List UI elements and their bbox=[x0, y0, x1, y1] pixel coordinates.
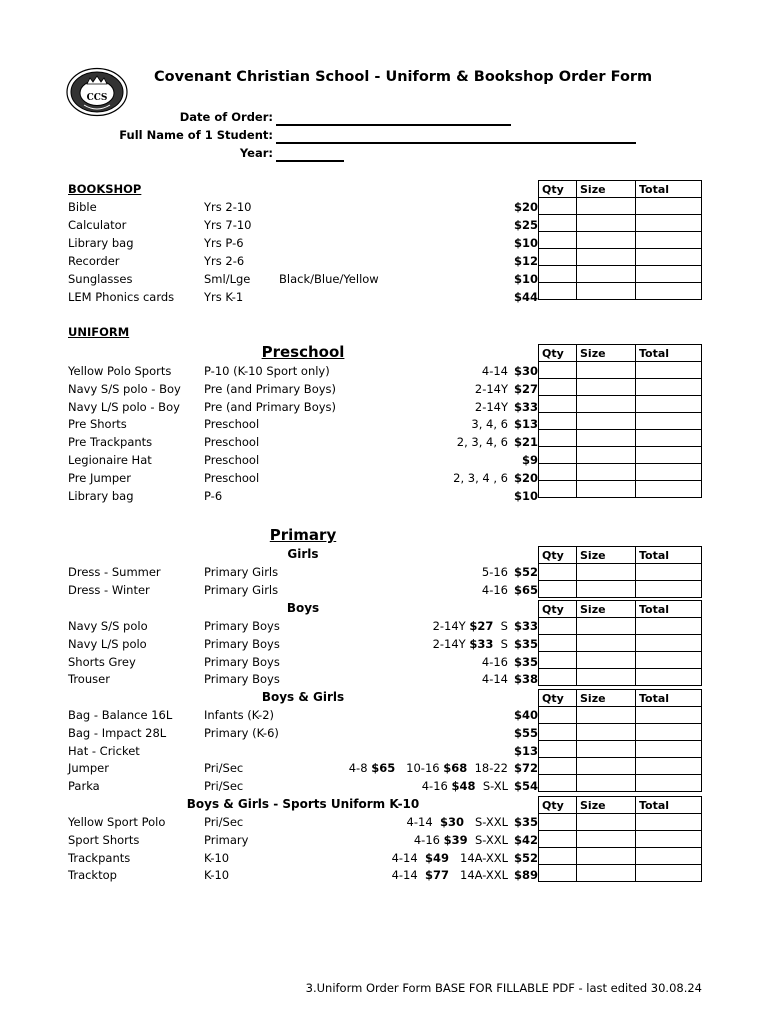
order-grid-row bbox=[539, 669, 702, 686]
column-header-size: Size bbox=[577, 345, 636, 362]
item-name: Navy S/S polo bbox=[68, 619, 148, 633]
qty-input[interactable] bbox=[539, 430, 577, 447]
item-years: Pri/Sec bbox=[204, 779, 244, 794]
item-years: Primary Girls bbox=[204, 565, 279, 579]
order-grid-row bbox=[539, 865, 702, 882]
item-price: $35 bbox=[513, 636, 538, 651]
item-price: $25 bbox=[513, 218, 538, 232]
boys-heading: Boys bbox=[286, 601, 320, 615]
item-row bbox=[68, 453, 538, 471]
item-years: Yrs 2-6 bbox=[204, 254, 245, 268]
student-name-label: Full Name of 1 Student: bbox=[119, 128, 273, 142]
size-input[interactable] bbox=[577, 481, 636, 498]
total-input[interactable] bbox=[636, 581, 702, 598]
item-years: Primary bbox=[204, 832, 249, 847]
total-input[interactable] bbox=[636, 413, 702, 430]
qty-input[interactable] bbox=[539, 814, 577, 831]
total-input[interactable] bbox=[636, 669, 702, 686]
qty-input[interactable] bbox=[539, 413, 577, 430]
qty-input[interactable] bbox=[539, 741, 577, 758]
qty-input[interactable] bbox=[539, 848, 577, 865]
column-header-qty: Qty bbox=[539, 601, 577, 618]
qty-input[interactable] bbox=[539, 564, 577, 581]
qty-input[interactable] bbox=[539, 724, 577, 741]
item-sizes: 2, 3, 4 , 6 bbox=[453, 470, 508, 485]
total-input[interactable] bbox=[636, 481, 702, 498]
item-price: $33 bbox=[513, 619, 538, 633]
item-row bbox=[68, 254, 538, 272]
column-header-qty: Qty bbox=[539, 345, 577, 362]
item-years: Yrs 7-10 bbox=[204, 218, 252, 232]
order-grid-row bbox=[539, 848, 702, 865]
order-grid-row bbox=[539, 464, 702, 481]
item-years: Pri/Sec bbox=[204, 815, 244, 829]
item-row bbox=[68, 236, 538, 254]
order-grid-header bbox=[539, 601, 702, 618]
size-input[interactable] bbox=[577, 266, 636, 283]
sports-uniform-heading: Boys & Girls - Sports Uniform K-10 bbox=[186, 797, 420, 811]
item-price: $42 bbox=[513, 832, 538, 847]
size-input[interactable] bbox=[577, 249, 636, 266]
total-input[interactable] bbox=[636, 741, 702, 758]
year-field[interactable] bbox=[276, 160, 344, 162]
total-input[interactable] bbox=[636, 198, 702, 215]
size-input[interactable] bbox=[577, 707, 636, 724]
order-grid-row bbox=[539, 564, 702, 581]
item-price: $52 bbox=[513, 850, 538, 865]
total-input[interactable] bbox=[636, 635, 702, 652]
size-input[interactable] bbox=[577, 652, 636, 669]
item-row bbox=[68, 779, 538, 797]
item-sizes: 4-16 $48 S-XL bbox=[421, 779, 508, 794]
qty-input[interactable] bbox=[539, 198, 577, 215]
item-row bbox=[68, 583, 538, 601]
total-input[interactable] bbox=[636, 283, 702, 300]
item-years: Primary Boys bbox=[204, 619, 280, 633]
size-input[interactable] bbox=[577, 413, 636, 430]
item-price: $10 bbox=[513, 488, 538, 503]
student-name-field[interactable] bbox=[276, 142, 636, 144]
item-name: Pre Trackpants bbox=[68, 435, 153, 450]
item-price: $9 bbox=[521, 453, 538, 467]
size-input[interactable] bbox=[577, 831, 636, 848]
item-years: Infants (K-2) bbox=[204, 708, 274, 722]
item-row bbox=[68, 565, 538, 583]
total-input[interactable] bbox=[636, 447, 702, 464]
column-header-total: Total bbox=[636, 181, 702, 198]
item-name: Trouser bbox=[68, 672, 110, 687]
order-grid-row bbox=[539, 198, 702, 215]
item-price: $55 bbox=[513, 725, 538, 740]
size-input[interactable] bbox=[577, 232, 636, 249]
total-input[interactable] bbox=[636, 724, 702, 741]
item-sizes: 4-16 bbox=[481, 654, 508, 669]
item-years: P-6 bbox=[204, 488, 223, 503]
item-years: Pre (and Primary Boys) bbox=[204, 399, 337, 414]
qty-input[interactable] bbox=[539, 652, 577, 669]
order-grid-row bbox=[539, 283, 702, 300]
boys-girls-heading: Boys & Girls bbox=[261, 690, 345, 704]
order-grid-row bbox=[539, 266, 702, 283]
item-sizes: 4-14 bbox=[481, 364, 508, 378]
total-input[interactable] bbox=[636, 848, 702, 865]
boys-girls-order-grid bbox=[538, 689, 702, 792]
order-grid-row bbox=[539, 249, 702, 266]
order-grid-row bbox=[539, 447, 702, 464]
order-grid-row bbox=[539, 362, 702, 379]
size-input[interactable] bbox=[577, 741, 636, 758]
item-row bbox=[68, 489, 538, 507]
size-input[interactable] bbox=[577, 865, 636, 882]
item-name: Dress - Summer bbox=[68, 565, 161, 579]
total-input[interactable] bbox=[636, 249, 702, 266]
order-grid-row bbox=[539, 430, 702, 447]
qty-input[interactable] bbox=[539, 464, 577, 481]
date-of-order-field[interactable] bbox=[276, 124, 511, 126]
column-header-total: Total bbox=[636, 601, 702, 618]
qty-input[interactable] bbox=[539, 447, 577, 464]
item-row bbox=[68, 761, 538, 779]
item-years: K-10 bbox=[204, 868, 230, 883]
item-name: Sunglasses bbox=[68, 272, 133, 286]
item-row bbox=[68, 435, 538, 453]
size-input[interactable] bbox=[577, 669, 636, 686]
item-years: K-10 bbox=[204, 850, 230, 865]
qty-input[interactable] bbox=[539, 481, 577, 498]
order-grid-header bbox=[539, 547, 702, 564]
item-name: Sport Shorts bbox=[68, 832, 140, 847]
item-years: Primary Boys bbox=[204, 654, 280, 669]
total-input[interactable] bbox=[636, 396, 702, 413]
total-input[interactable] bbox=[636, 232, 702, 249]
item-row bbox=[68, 619, 538, 637]
preschool-order-grid bbox=[538, 344, 702, 498]
page-title: Covenant Christian School - Uniform & Bookshop Order Form bbox=[154, 69, 653, 85]
column-header-total: Total bbox=[636, 797, 702, 814]
item-years: Yrs P-6 bbox=[204, 236, 244, 250]
order-grid-row bbox=[539, 232, 702, 249]
total-input[interactable] bbox=[636, 618, 702, 635]
item-years: Preschool bbox=[204, 435, 260, 450]
total-input[interactable] bbox=[636, 430, 702, 447]
column-header-qty: Qty bbox=[539, 547, 577, 564]
item-price: $10 bbox=[513, 272, 538, 286]
order-grid-row bbox=[539, 831, 702, 848]
item-name: Tracktop bbox=[68, 868, 117, 883]
qty-input[interactable] bbox=[539, 362, 577, 379]
item-price: $20 bbox=[513, 200, 538, 214]
item-name: Yellow Polo Sports bbox=[68, 364, 172, 378]
item-sizes: 4-14 $49 14A-XXL bbox=[391, 850, 508, 865]
item-price: $33 bbox=[513, 399, 538, 414]
item-name: Library bag bbox=[68, 236, 134, 250]
order-grid-row bbox=[539, 481, 702, 498]
order-grid-row bbox=[539, 379, 702, 396]
item-row bbox=[68, 290, 538, 308]
column-header-size: Size bbox=[577, 690, 636, 707]
item-price: $65 bbox=[513, 582, 538, 597]
item-sizes: 4-14 bbox=[481, 672, 508, 687]
primary-heading: Primary bbox=[269, 526, 337, 544]
qty-input[interactable] bbox=[539, 396, 577, 413]
item-sizes: 4-16 bbox=[481, 582, 508, 597]
item-row bbox=[68, 672, 538, 690]
item-sizes: 2, 3, 4, 6 bbox=[456, 435, 508, 450]
total-input[interactable] bbox=[636, 564, 702, 581]
size-input[interactable] bbox=[577, 198, 636, 215]
item-name: Parka bbox=[68, 779, 100, 794]
item-years: Primary Girls bbox=[204, 582, 279, 597]
size-input[interactable] bbox=[577, 635, 636, 652]
order-grid-header bbox=[539, 690, 702, 707]
size-input[interactable] bbox=[577, 430, 636, 447]
footer-note: 3.Uniform Order Form BASE FOR FILLABLE PDF - last edited 30.08.24 bbox=[305, 981, 702, 995]
column-header-size: Size bbox=[577, 797, 636, 814]
total-input[interactable] bbox=[636, 215, 702, 232]
item-price: $35 bbox=[513, 654, 538, 669]
order-grid-row bbox=[539, 413, 702, 430]
item-years: Yrs 2-10 bbox=[204, 200, 252, 214]
column-header-qty: Qty bbox=[539, 797, 577, 814]
item-row bbox=[68, 400, 538, 418]
item-name: Bible bbox=[68, 200, 97, 214]
item-name: Hat - Cricket bbox=[68, 743, 140, 758]
item-years: Sml/Lge bbox=[204, 272, 251, 286]
item-years: Pri/Sec bbox=[204, 761, 244, 776]
order-grid-row bbox=[539, 758, 702, 775]
size-input[interactable] bbox=[577, 379, 636, 396]
total-input[interactable] bbox=[636, 814, 702, 831]
order-grid-row bbox=[539, 581, 702, 598]
total-input[interactable] bbox=[636, 865, 702, 882]
item-name: Library bag bbox=[68, 488, 134, 503]
item-sizes: 4-14 $30 S-XXL bbox=[406, 815, 508, 829]
item-name: Navy S/S polo - Boy bbox=[68, 381, 181, 396]
item-sizes: 5-16 bbox=[481, 565, 508, 579]
order-grid-row bbox=[539, 814, 702, 831]
column-header-size: Size bbox=[577, 547, 636, 564]
qty-input[interactable] bbox=[539, 249, 577, 266]
item-row bbox=[68, 200, 538, 218]
item-years: Preschool bbox=[204, 417, 260, 432]
item-name: Shorts Grey bbox=[68, 654, 136, 669]
order-grid-row bbox=[539, 618, 702, 635]
size-input[interactable] bbox=[577, 447, 636, 464]
size-input[interactable] bbox=[577, 724, 636, 741]
qty-input[interactable] bbox=[539, 232, 577, 249]
item-row bbox=[68, 868, 538, 886]
order-grid-header bbox=[539, 345, 702, 362]
item-row bbox=[68, 417, 538, 435]
total-input[interactable] bbox=[636, 464, 702, 481]
item-price: $40 bbox=[513, 708, 538, 722]
total-input[interactable] bbox=[636, 266, 702, 283]
item-sizes: 2-14Y bbox=[474, 381, 508, 396]
item-row bbox=[68, 726, 538, 744]
item-years: Preschool bbox=[204, 470, 260, 485]
item-price: $27 bbox=[513, 381, 538, 396]
item-price: $20 bbox=[513, 470, 538, 485]
column-header-total: Total bbox=[636, 345, 702, 362]
order-grid-row bbox=[539, 396, 702, 413]
item-name: Bag - Impact 28L bbox=[68, 725, 167, 740]
item-name: LEM Phonics cards bbox=[68, 290, 175, 304]
column-header-total: Total bbox=[636, 547, 702, 564]
item-row bbox=[68, 815, 538, 833]
column-header-total: Total bbox=[636, 690, 702, 707]
item-row bbox=[68, 833, 538, 851]
item-years: Pre (and Primary Boys) bbox=[204, 381, 337, 396]
item-name: Navy L/S polo - Boy bbox=[68, 399, 180, 414]
item-years: Primary Boys bbox=[204, 672, 280, 687]
total-input[interactable] bbox=[636, 831, 702, 848]
item-row bbox=[68, 851, 538, 869]
item-sizes: 2-14Y bbox=[474, 399, 508, 414]
qty-input[interactable] bbox=[539, 215, 577, 232]
item-name: Recorder bbox=[68, 254, 120, 268]
item-name: Bag - Balance 16L bbox=[68, 708, 173, 722]
total-input[interactable] bbox=[636, 652, 702, 669]
total-input[interactable] bbox=[636, 362, 702, 379]
size-input[interactable] bbox=[577, 775, 636, 792]
sports-order-grid bbox=[538, 796, 702, 882]
item-years: P-10 (K-10 Sport only) bbox=[204, 364, 330, 378]
order-grid-row bbox=[539, 741, 702, 758]
item-row bbox=[68, 471, 538, 489]
item-price: $54 bbox=[513, 779, 538, 794]
size-input[interactable] bbox=[577, 758, 636, 775]
item-price: $38 bbox=[513, 672, 538, 687]
qty-input[interactable] bbox=[539, 379, 577, 396]
item-price: $72 bbox=[513, 761, 538, 776]
qty-input[interactable] bbox=[539, 266, 577, 283]
item-price: $52 bbox=[513, 565, 538, 579]
item-price: $89 bbox=[513, 868, 538, 883]
school-crest-logo bbox=[66, 67, 128, 117]
size-input[interactable] bbox=[577, 283, 636, 300]
total-input[interactable] bbox=[636, 707, 702, 724]
total-input[interactable] bbox=[636, 379, 702, 396]
item-sizes: 2-14Y $27 S bbox=[432, 619, 508, 633]
order-grid-row bbox=[539, 724, 702, 741]
girls-order-grid bbox=[538, 546, 702, 598]
size-input[interactable] bbox=[577, 618, 636, 635]
item-sizes: 4-16 $39 S-XXL bbox=[413, 832, 508, 847]
item-row bbox=[68, 637, 538, 655]
qty-input[interactable] bbox=[539, 831, 577, 848]
order-grid-row bbox=[539, 652, 702, 669]
item-sizes: 4-14 $77 14A-XXL bbox=[391, 868, 508, 883]
order-grid-row bbox=[539, 707, 702, 724]
qty-input[interactable] bbox=[539, 581, 577, 598]
item-sizes: 3, 4, 6 bbox=[471, 417, 508, 432]
item-years: Primary (K-6) bbox=[204, 725, 279, 740]
item-name: Trackpants bbox=[68, 850, 131, 865]
item-row bbox=[68, 655, 538, 673]
bookshop-order-grid bbox=[538, 180, 702, 300]
bookshop-section-label: BOOKSHOP bbox=[68, 182, 142, 196]
item-name: Pre Jumper bbox=[68, 470, 131, 485]
item-sizes: 2-14Y $33 S bbox=[432, 636, 508, 651]
size-input[interactable] bbox=[577, 215, 636, 232]
item-price: $35 bbox=[513, 815, 538, 829]
size-input[interactable] bbox=[577, 848, 636, 865]
qty-input[interactable] bbox=[539, 635, 577, 652]
qty-input[interactable] bbox=[539, 707, 577, 724]
item-name: Calculator bbox=[68, 218, 127, 232]
qty-input[interactable] bbox=[539, 669, 577, 686]
item-price: $13 bbox=[513, 417, 538, 432]
item-row bbox=[68, 708, 538, 726]
item-row bbox=[68, 218, 538, 236]
item-years: Yrs K-1 bbox=[204, 290, 244, 304]
item-price: $44 bbox=[513, 290, 538, 304]
column-header-size: Size bbox=[577, 181, 636, 198]
order-grid-header bbox=[539, 797, 702, 814]
column-header-size: Size bbox=[577, 601, 636, 618]
boys-order-grid bbox=[538, 600, 702, 686]
item-name: Pre Shorts bbox=[68, 417, 127, 432]
column-header-qty: Qty bbox=[539, 690, 577, 707]
order-grid-header bbox=[539, 181, 702, 198]
item-name: Navy L/S polo bbox=[68, 636, 147, 651]
item-name: Yellow Sport Polo bbox=[68, 815, 166, 829]
qty-input[interactable] bbox=[539, 865, 577, 882]
size-input[interactable] bbox=[577, 464, 636, 481]
item-row bbox=[68, 382, 538, 400]
column-header-qty: Qty bbox=[539, 181, 577, 198]
size-input[interactable] bbox=[577, 564, 636, 581]
svg-text:CCS: CCS bbox=[86, 93, 108, 103]
qty-input[interactable] bbox=[539, 775, 577, 792]
item-name: Jumper bbox=[68, 761, 109, 776]
order-grid-row bbox=[539, 215, 702, 232]
qty-input[interactable] bbox=[539, 758, 577, 775]
year-label: Year: bbox=[239, 146, 273, 160]
item-sizes: 4-8 $65 10-16 $68 18-22 bbox=[348, 761, 508, 776]
item-price: $21 bbox=[513, 435, 538, 450]
item-row bbox=[68, 272, 538, 290]
preschool-heading: Preschool bbox=[261, 343, 345, 361]
size-input[interactable] bbox=[577, 814, 636, 831]
item-note: Black/Blue/Yellow bbox=[279, 272, 379, 286]
total-input[interactable] bbox=[636, 775, 702, 792]
qty-input[interactable] bbox=[539, 283, 577, 300]
item-row bbox=[68, 364, 538, 382]
girls-heading: Girls bbox=[287, 547, 319, 561]
item-price: $13 bbox=[513, 743, 538, 758]
qty-input[interactable] bbox=[539, 618, 577, 635]
order-grid-row bbox=[539, 775, 702, 792]
item-row bbox=[68, 744, 538, 762]
uniform-section-label: UNIFORM bbox=[68, 325, 130, 339]
size-input[interactable] bbox=[577, 396, 636, 413]
size-input[interactable] bbox=[577, 581, 636, 598]
item-price: $30 bbox=[513, 364, 538, 378]
item-name: Legionaire Hat bbox=[68, 453, 152, 467]
item-price: $10 bbox=[513, 236, 538, 250]
item-price: $12 bbox=[513, 254, 538, 268]
size-input[interactable] bbox=[577, 362, 636, 379]
item-name: Dress - Winter bbox=[68, 582, 150, 597]
item-years: Preschool bbox=[204, 453, 260, 467]
date-of-order-label: Date of Order: bbox=[179, 110, 273, 124]
order-grid-row bbox=[539, 635, 702, 652]
item-years: Primary Boys bbox=[204, 636, 280, 651]
total-input[interactable] bbox=[636, 758, 702, 775]
